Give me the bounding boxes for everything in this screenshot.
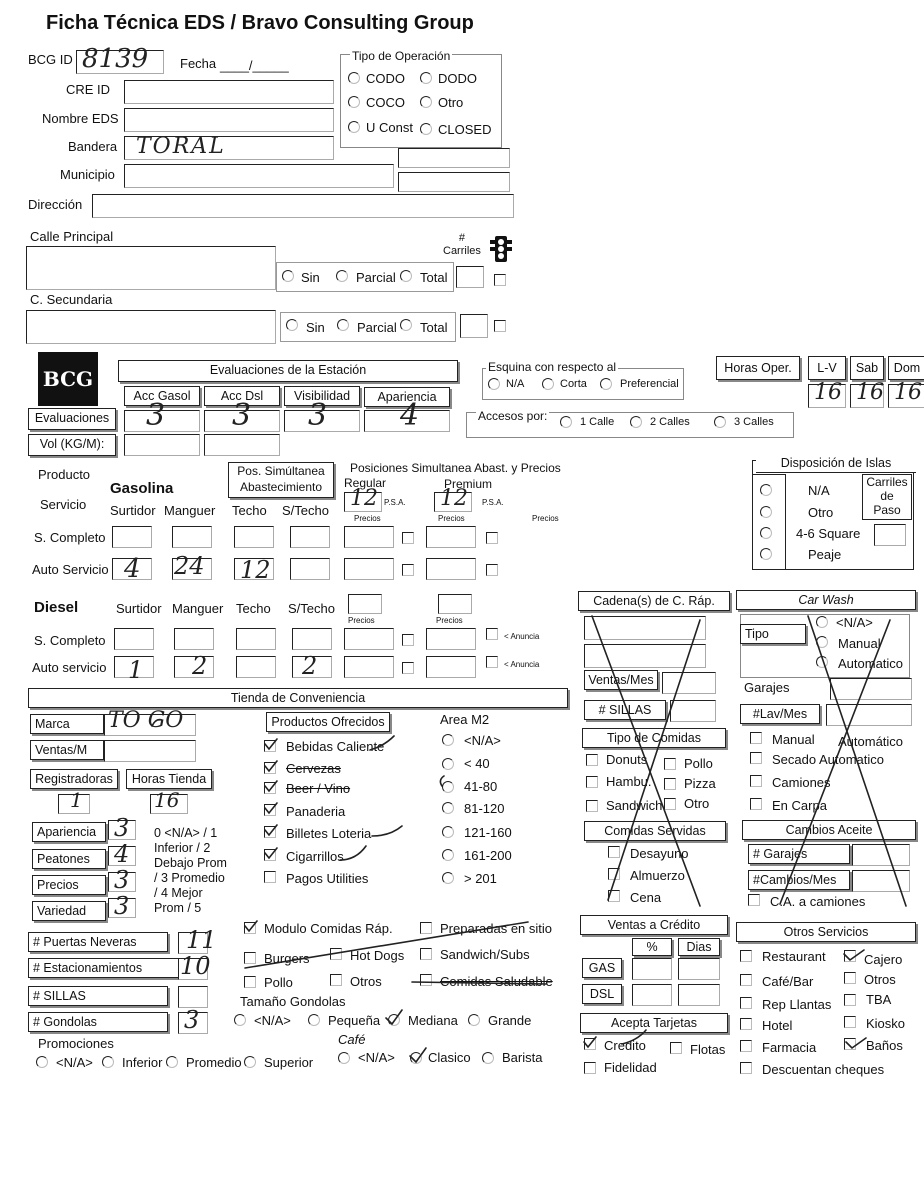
gas-as-techo-value: 12 xyxy=(240,556,271,584)
gondolas-value: 3 xyxy=(184,1006,200,1034)
islas-peaje-label: Peaje xyxy=(808,547,842,562)
otro-comida-label: Otro xyxy=(684,796,710,811)
kiosko-label: Kiosko xyxy=(866,1016,906,1031)
burgers-label: Burgers xyxy=(264,951,310,966)
gond-na-label: <N/A> xyxy=(254,1013,291,1028)
bandera-value: TORAL xyxy=(136,134,226,159)
carwash-cross-2 xyxy=(780,620,890,904)
pollo-modulo-label: Pollo xyxy=(264,975,293,990)
dsl-auto-servicio-label: Auto servicio xyxy=(32,660,107,675)
cs-sin-label: Sin xyxy=(306,320,325,335)
gas-stecho-header: S/Techo xyxy=(282,503,329,518)
uconst-label: U Const xyxy=(366,120,413,135)
acc-gasol-header: Acc Gasol xyxy=(124,386,200,406)
modulo-label: Modulo Comidas Ráp. xyxy=(264,921,393,936)
ca-camiones-label: C.A. a camiones xyxy=(770,894,866,909)
horas-tienda-value: 16 xyxy=(154,788,180,812)
c-secundaria-label: C. Secundaria xyxy=(30,292,113,307)
premium-psa: P.S.A. xyxy=(482,498,504,507)
hambu-label: Hambu. xyxy=(606,774,652,789)
saludable-label: Comidas Saludable xyxy=(440,974,553,989)
dsl-sc-anuncia-label: < Anuncia xyxy=(504,632,540,641)
loteria-stroke xyxy=(372,826,402,836)
pos-simultanea-label: Pos. Simúltanea Abastecimiento xyxy=(228,462,334,498)
horas-sab-value: 16 xyxy=(856,380,884,405)
dsl-credito-label: DSL xyxy=(582,984,622,1004)
dsl-precios-1: Precios xyxy=(348,616,375,625)
tienda-sillas-label: # SILLAS xyxy=(28,986,168,1006)
horas-lv-value: 16 xyxy=(814,380,842,405)
dsl-precios-2: Precios xyxy=(436,616,463,625)
cajero-label: Cajero xyxy=(864,952,903,967)
dsl-as-stecho-value: 2 xyxy=(302,652,318,680)
gas-auto-servicio-label: Auto Servicio xyxy=(32,562,109,577)
horas-lv-header: L-V xyxy=(808,356,846,380)
gas-as-manguer-value: 24 xyxy=(174,552,205,580)
cafe-label: Café xyxy=(338,1032,366,1047)
dsl-as-manguer-value: 2 xyxy=(192,652,208,680)
producto-label: Producto xyxy=(38,467,91,482)
diesel-label: Diesel xyxy=(34,599,79,616)
banos-tick xyxy=(846,1038,866,1048)
credito-tick xyxy=(584,1037,596,1047)
beer-vino-label: Beer / Vino xyxy=(286,781,351,796)
carriles-label: # Carriles xyxy=(443,232,481,257)
pollo-label: Pollo xyxy=(684,756,713,771)
cs-parcial-label: Parcial xyxy=(357,320,397,335)
horas-dom-value: 16 xyxy=(894,380,922,405)
dodo-label: DODO xyxy=(438,71,477,86)
productos-ofrecidos-title: Productos Ofrecidos xyxy=(266,712,390,732)
coco-label: COCO xyxy=(366,95,405,110)
dsl-manguer-header: Manguer xyxy=(172,601,224,616)
promo-na-label: <N/A> xyxy=(56,1055,93,1070)
apariencia-tienda-label: Apariencia xyxy=(32,822,106,842)
area-na-label: <N/A> xyxy=(464,733,501,748)
ventas-m-label: Ventas/M xyxy=(30,740,104,760)
cervezas-tick xyxy=(265,761,277,771)
area-80-mark xyxy=(440,776,444,786)
tipo-comidas-title: Tipo de Comidas xyxy=(582,728,726,748)
carwash-manual-label: Manual xyxy=(838,636,881,651)
marca-value: TO GO xyxy=(108,708,184,733)
lav-mes-label: #Lav/Mes xyxy=(740,704,820,724)
tba-label: TBA xyxy=(866,992,892,1007)
islas-na-label: N/A xyxy=(808,483,830,498)
cambios-mes-label: #Cambios/Mes xyxy=(748,870,850,890)
loteria-tick xyxy=(265,825,277,835)
registradoras-value: 1 xyxy=(70,788,83,812)
evaluaciones-label: Evaluaciones xyxy=(28,408,116,430)
calle-principal-label: Calle Principal xyxy=(30,229,114,244)
cadena-cross-2 xyxy=(608,620,700,900)
ventas-credito-title: Ventas a Crédito xyxy=(580,915,728,935)
cajero-tick xyxy=(844,950,864,960)
precios-tienda-value: 3 xyxy=(114,866,130,894)
otros-serv-label: Otros xyxy=(864,972,896,987)
num-garajes-label: # Garajes xyxy=(748,844,850,864)
variedad-label: Variedad xyxy=(32,901,106,921)
horas-oper-label: Horas Oper. xyxy=(716,356,800,380)
pct-header: % xyxy=(632,938,672,956)
otro-op-label: Otro xyxy=(438,95,464,110)
restaurant-label: Restaurant xyxy=(762,949,826,964)
cafe-na-label: <N/A> xyxy=(358,1050,395,1065)
pos-sim-precios-label: Posiciones Simultanea Abast. y Precios xyxy=(350,461,561,475)
cw-secado-label: Secado Automatico xyxy=(772,752,885,767)
gas-manguer-header: Manguer xyxy=(164,503,216,518)
bcg-logo: BCG xyxy=(38,352,98,406)
tamano-gondolas-label: Tamaño Gondolas xyxy=(240,994,346,1009)
cre-id-label: CRE ID xyxy=(66,82,111,97)
variedad-value: 3 xyxy=(114,892,130,920)
accesos-label: Accesos por: xyxy=(478,409,548,423)
dsl-as-anuncia-label: < Anuncia xyxy=(504,660,540,669)
dsl-techo-header: Techo xyxy=(236,601,271,616)
cena-label: Cena xyxy=(630,890,662,905)
area-201-label: > 201 xyxy=(464,871,497,886)
esquina-label: Esquina con respecto al xyxy=(488,360,617,374)
area-120-label: 81-120 xyxy=(464,801,505,816)
marca-stroke xyxy=(152,720,162,726)
credito-stroke xyxy=(622,1030,646,1044)
horas-sab-header: Sab xyxy=(850,356,884,380)
premium-value: 12 xyxy=(440,486,468,511)
carriles-paso-label: Carriles de Paso xyxy=(862,474,912,520)
gond-grande-label: Grande xyxy=(488,1013,532,1028)
dsl-as-surtidor-value: 1 xyxy=(128,656,144,684)
area-160-label: 121-160 xyxy=(464,825,512,840)
cp-parcial-label: Parcial xyxy=(356,270,396,285)
area-200-label: 161-200 xyxy=(464,848,512,863)
municipio-label: Municipio xyxy=(60,167,115,182)
precios-tienda-label: Precios xyxy=(32,875,106,895)
esquina-corta-label: Corta xyxy=(560,378,587,390)
cafe-barista-label: Barista xyxy=(502,1050,543,1065)
fidelidad-label: Fidelidad xyxy=(604,1060,657,1075)
cw-camiones-label: Camiones xyxy=(772,775,831,790)
tipo-operacion-label: Tipo de Operación xyxy=(352,49,451,63)
carwash-cross-1 xyxy=(808,616,906,906)
carwash-tipo-label: Tipo xyxy=(740,624,806,644)
otros-modulo-label: Otros xyxy=(350,974,382,989)
vol-label: Vol (KG/M): xyxy=(28,434,116,456)
acepta-tarjetas-title: Acepta Tarjetas xyxy=(580,1013,728,1033)
cadena-title: Cadena(s) de C. Ráp. xyxy=(578,591,730,611)
horas-tienda-label: Horas Tienda xyxy=(126,769,212,789)
area-40-label: < 40 xyxy=(464,756,490,771)
gond-mediana-label: Mediana xyxy=(408,1013,458,1028)
regular-psa: P.S.A. xyxy=(384,498,406,507)
bcg-id-value: 8139 xyxy=(82,44,149,74)
clasico-tick xyxy=(410,1048,426,1062)
gas-s-completo-label: S. Completo xyxy=(34,530,106,545)
islas-square-label: 4-6 Square xyxy=(796,526,861,541)
cp-sin-label: Sin xyxy=(301,270,320,285)
estacionamientos-label: # Estacionamientos xyxy=(28,958,182,978)
promociones-label: Promociones xyxy=(38,1036,114,1051)
preparadas-label: Preparadas en sitio xyxy=(440,921,553,936)
registradoras-label: Registradoras xyxy=(30,769,118,789)
fecha-label: Fecha xyxy=(180,56,217,71)
promo-promedio-label: Promedio xyxy=(186,1055,242,1070)
direccion-label: Dirección xyxy=(28,197,83,212)
bebidas-stroke xyxy=(370,736,394,750)
cp-total-label: Total xyxy=(420,270,448,285)
pizza-label: Pizza xyxy=(684,776,716,791)
acc-dsl-value: 3 xyxy=(232,398,252,433)
premium-label: Premium xyxy=(444,477,493,491)
cervezas-label: Cervezas xyxy=(286,761,341,776)
apariencia-value: 4 xyxy=(400,398,420,433)
precios-label-2: Precios xyxy=(438,514,465,523)
peatones-label: Peatones xyxy=(32,849,106,869)
hotel-label: Hotel xyxy=(762,1018,793,1033)
utilities-label: Pagos Utilities xyxy=(286,871,369,886)
loteria-label: Billetes Loteria xyxy=(286,826,372,841)
promo-superior-label: Superior xyxy=(264,1055,314,1070)
puertas-neveras-label: # Puertas Neveras xyxy=(28,932,168,952)
desayuno-label: Desayuno xyxy=(630,846,689,861)
accesos-3-label: 3 Calles xyxy=(734,416,774,428)
cs-total-label: Total xyxy=(420,320,448,335)
num-gondolas-label: # Gondolas xyxy=(28,1012,168,1032)
acc-gasol-value: 3 xyxy=(146,398,166,433)
mediana-tick xyxy=(386,1010,402,1024)
regular-value: 12 xyxy=(350,486,378,511)
beer-tick xyxy=(265,781,277,791)
bebidas-tick xyxy=(265,739,277,749)
area-80-label: 41-80 xyxy=(464,779,498,794)
dias-header: Dias xyxy=(678,938,720,956)
banos-label: Baños xyxy=(866,1038,903,1053)
garajes-label: Garajes xyxy=(744,680,790,695)
sandwich-subs-label: Sandwich/Subs xyxy=(440,947,530,962)
cw-automatico-label: Automático xyxy=(838,734,904,749)
evaluaciones-title: Evaluaciones de la Estación xyxy=(118,360,458,382)
apariencia-tienda-value: 3 xyxy=(114,814,130,842)
rep-llantas-label: Rep Llantas xyxy=(762,997,832,1012)
cw-carpa-label: En Carpa xyxy=(772,798,827,813)
gas-surtidor-header: Surtidor xyxy=(110,503,156,518)
nombre-eds-label: Nombre EDS xyxy=(42,111,119,126)
rating-scale: 0 <N/A> / 1 Inferior / 2 Debajo Prom / 3 Promedio / 4 Mejor Prom / 5 xyxy=(154,826,227,915)
servicio-label: Servicio xyxy=(40,497,87,512)
gasolina-label: Gasolina xyxy=(110,480,174,497)
precios-label-3: Precios xyxy=(532,514,559,523)
marca-label: Marca xyxy=(30,714,104,734)
visibilidad-value: 3 xyxy=(308,398,328,433)
codo-label: CODO xyxy=(366,71,405,86)
visibilidad-header: Visibilidad xyxy=(284,386,360,406)
flotas-label: Flotas xyxy=(690,1042,726,1057)
almuerzo-label: Almuerzo xyxy=(630,868,685,883)
cw-manual-label: Manual xyxy=(772,732,815,747)
saludable-strike xyxy=(412,982,546,984)
carwash-auto-label: Automatico xyxy=(838,656,904,671)
cadena-sillas-label: # SILLAS xyxy=(584,700,666,720)
bandera-label: Bandera xyxy=(68,139,118,154)
panaderia-label: Panaderia xyxy=(286,804,346,819)
bcg-id-label: BCG ID xyxy=(28,52,73,67)
cigarrillos-stroke xyxy=(340,846,366,860)
peatones-value: 4 xyxy=(114,840,130,868)
bebidas-label: Bebidas Caliente xyxy=(286,739,385,754)
cigarrillos-label: Cigarrillos xyxy=(286,849,344,864)
cafe-clasico-label: Clasico xyxy=(428,1050,471,1065)
cambios-aceite-title: Cambios Aceite xyxy=(742,820,916,840)
donuts-label: Donuts xyxy=(606,752,648,767)
farmacia-label: Farmacia xyxy=(762,1040,817,1055)
gas-credito-label: GAS xyxy=(582,958,622,978)
ventas-mes-label: Ventas/Mes xyxy=(584,670,658,690)
cheques-label: Descuentan cheques xyxy=(762,1062,885,1077)
cafebar-label: Café/Bar xyxy=(762,974,814,989)
comidas-servidas-title: Comidas Servidas xyxy=(584,821,726,841)
dsl-stecho-header: S/Techo xyxy=(288,601,335,616)
dsl-surtidor-header: Surtidor xyxy=(116,601,162,616)
dsl-s-completo-label: S. Completo xyxy=(34,633,106,648)
form-title: Ficha Técnica EDS / Bravo Consulting Group xyxy=(46,12,474,34)
accesos-1-label: 1 Calle xyxy=(580,416,615,428)
esquina-pref-label: Preferencial xyxy=(620,378,679,390)
estacionamientos-value: 10 xyxy=(180,952,211,980)
regular-label: Regular xyxy=(344,476,387,490)
carwash-na-label: <N/A> xyxy=(836,615,873,630)
tienda-title: Tienda de Conveniencia xyxy=(28,688,568,708)
cigarrillos-tick xyxy=(265,848,277,858)
promo-inferior-label: Inferior xyxy=(122,1055,163,1070)
fecha-blank[interactable]: ____/_____ xyxy=(220,58,289,73)
esquina-na-label: N/A xyxy=(506,378,525,390)
precios-label-1: Precios xyxy=(354,514,381,523)
modulo-tick xyxy=(245,921,257,931)
panaderia-tick xyxy=(265,803,277,813)
hotdogs-label: Hot Dogs xyxy=(350,948,405,963)
apariencia-header: Apariencia xyxy=(364,387,450,407)
cadena-cross-1 xyxy=(592,616,700,906)
gas-as-surtidor-value: 4 xyxy=(124,554,141,584)
gas-techo-header: Techo xyxy=(232,503,267,518)
otros-servicios-title: Otros Servicios xyxy=(736,922,916,942)
credito-label: Credito xyxy=(604,1038,646,1053)
closed-label: CLOSED xyxy=(438,122,492,137)
sandwich-label: Sandwich xyxy=(606,798,663,813)
gond-pequena-label: Pequeña xyxy=(328,1013,381,1028)
carwash-title: Car Wash xyxy=(736,590,916,610)
modulo-strike xyxy=(245,922,528,968)
horas-dom-header: Dom xyxy=(888,356,924,380)
accesos-2-label: 2 Calles xyxy=(650,416,690,428)
islas-title: Disposición de Islas xyxy=(756,454,916,473)
puertas-value: 11 xyxy=(186,926,217,954)
area-m2-label: Area M2 xyxy=(440,712,490,727)
acc-dsl-header: Acc Dsl xyxy=(204,386,280,406)
islas-otro-label: Otro xyxy=(808,505,834,520)
